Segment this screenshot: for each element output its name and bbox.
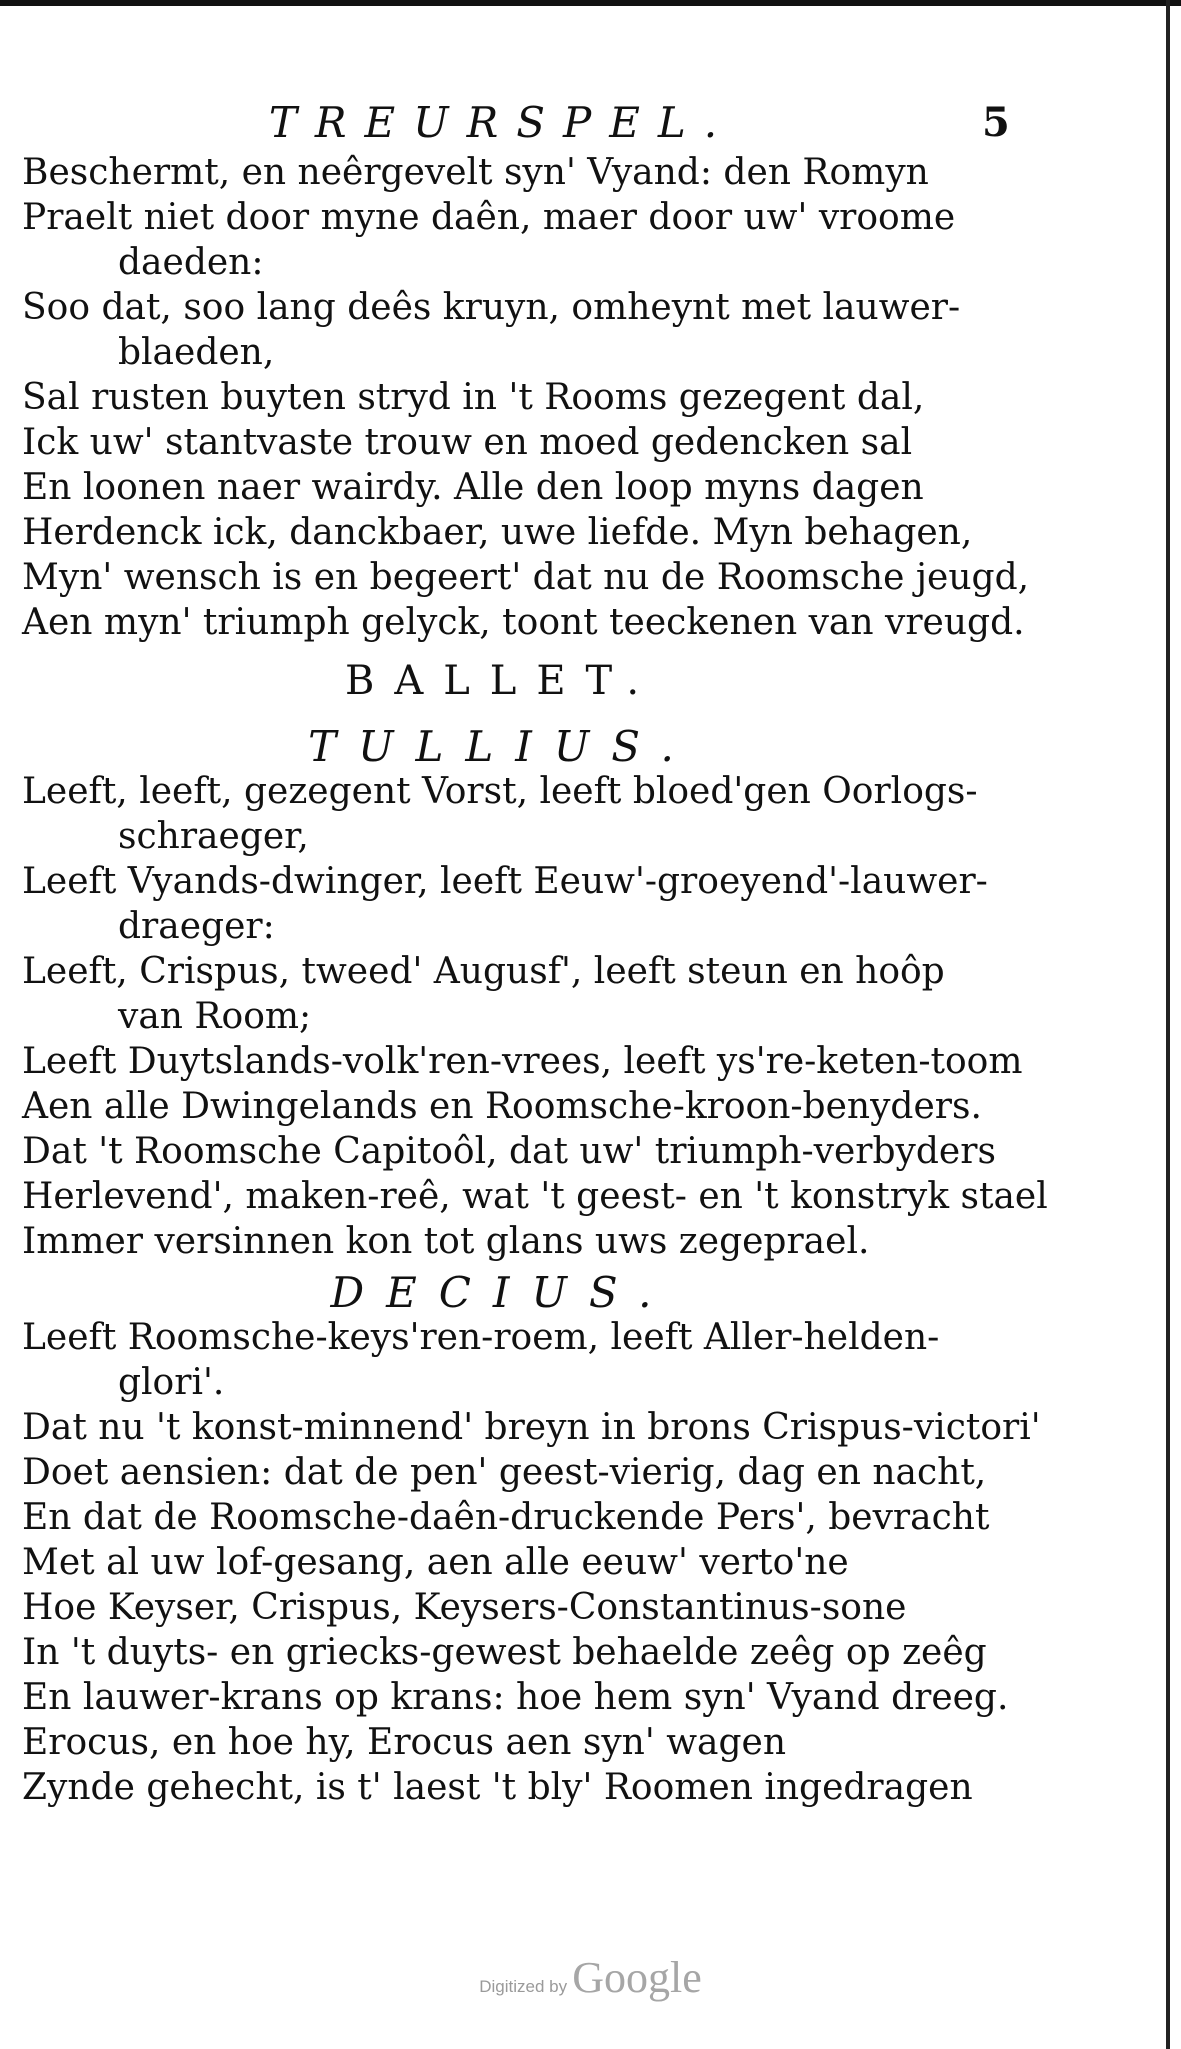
verse-line: Met al uw lof-gesang, aen alle eeuw' verto'ne: [22, 1542, 849, 1583]
verse-line: Beschermt, en neêrgevelt syn' Vyand: den Romyn: [22, 152, 929, 193]
speaker-tullius: TULLIUS.: [308, 722, 696, 771]
verse-section-tullius: [22, 769, 1048, 1264]
verse-line: Erocus, en hoe hy, Erocus aen syn' wagen: [22, 1722, 787, 1763]
verse-line: Hoe Keyser, Crispus, Keysers-Constantinus-sone: [22, 1587, 907, 1628]
verse-line: Sal rusten buyten stryd in 't Rooms gezegent dal,: [22, 377, 925, 418]
verse-line: Zynde gehecht, is t' laest 't bly' Roomen ingedragen: [22, 1767, 973, 1808]
verse-line-continuation: blaeden,: [118, 332, 275, 373]
verse-line: Leeft, leeft, gezegent Vorst, leeft bloed'gen Oorlogs-: [22, 771, 978, 812]
verse-line: Herdenck ick, danckbaer, uwe liefde. Myn behagen,: [22, 512, 973, 553]
verse-line: En lauwer-krans op krans: hoe hem syn' Vyand dreeg.: [22, 1677, 1009, 1718]
verse-line-continuation: daeden:: [118, 242, 264, 283]
book-page: [22, 98, 1048, 1810]
speaker-decius: DECIUS.: [330, 1268, 674, 1317]
verse-line: Myn' wensch is en begeert' dat nu de Roomsche jeugd,: [22, 557, 1030, 598]
verse-line: Leeft Roomsche-keys'ren-roem, leeft Aller-helden-: [22, 1317, 940, 1358]
verse-section-opening: [22, 150, 1032, 645]
verse-line: Immer versinnen kon tot glans uws zegeprael.: [22, 1221, 870, 1262]
verse-line-continuation: glori'.: [118, 1362, 225, 1403]
verse-line: Aen myn' triumph gelyck, toont teeckenen van vreugd.: [22, 602, 1025, 643]
verse-section-decius: [22, 1315, 1041, 1810]
verse-line: Soo dat, soo lang deês kruyn, omheynt met lauwer-: [22, 287, 961, 328]
verse-line: In 't duyts- en griecks-gewest behaelde zeêg op zeêg: [22, 1632, 987, 1673]
right-border-rule: [1166, 0, 1170, 2049]
digitized-watermark: [0, 1952, 1181, 2003]
verse-line-continuation: draeger:: [118, 906, 275, 947]
verse-line: Leeft, Crispus, tweed' Augusf', leeft steun en hoôp: [22, 951, 945, 992]
verse-line: Aen alle Dwingelands en Roomsche-kroon-benyders.: [22, 1086, 982, 1127]
verse-line-continuation: van Room;: [118, 996, 312, 1037]
running-head: [22, 100, 1032, 156]
page-number: 5: [982, 99, 1010, 146]
verse-line: En dat de Roomsche-daên-druckende Pers', bevracht: [22, 1497, 990, 1538]
google-logo-text: Google: [572, 1953, 702, 2002]
top-border-rule: [0, 0, 1181, 6]
running-title: TREURSPEL.: [268, 98, 736, 147]
ballet-heading: BALLET.: [344, 658, 660, 704]
digitized-by-label: Digitized by: [479, 1977, 568, 1996]
verse-line: Dat 't Roomsche Capitoôl, dat uw' triumph-verbyders: [22, 1131, 996, 1172]
verse-line: Praelt niet door myne daên, maer door uw' vroome: [22, 197, 956, 238]
verse-line: Doet aensien: dat de pen' geest-vierig, dag en nacht,: [22, 1452, 987, 1493]
verse-line: Leeft Vyands-dwinger, leeft Eeuw'-groeyend'-lauwer-: [22, 861, 988, 902]
verse-line: Dat nu 't konst-minnend' breyn in brons Crispus-victori': [22, 1407, 1041, 1448]
verse-line: En loonen naer wairdy. Alle den loop myns dagen: [22, 467, 924, 508]
verse-line-continuation: schraeger,: [118, 816, 309, 857]
verse-line: Leeft Duytslands-volk'ren-vrees, leeft ys're-keten-toom: [22, 1041, 1023, 1082]
verse-line: Herlevend', maken-reê, wat 't geest- en 't konstryk stael: [22, 1176, 1048, 1217]
verse-line: Ick uw' stantvaste trouw en moed gedencken sal: [22, 422, 913, 463]
